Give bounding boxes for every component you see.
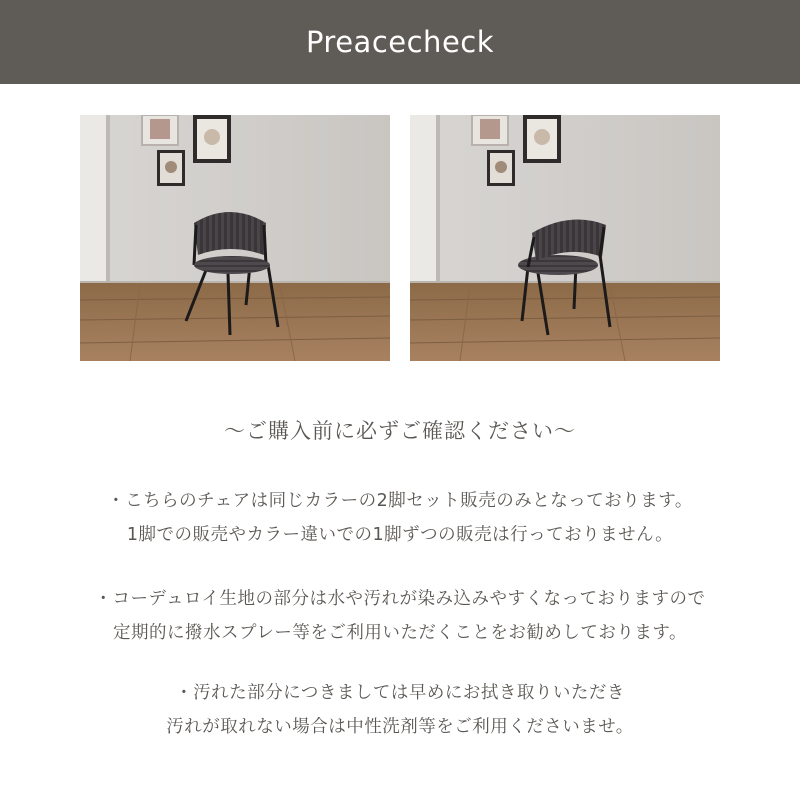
notice-line: 汚れが取れない場合は中性洗剤等をご利用くださいませ。 bbox=[166, 717, 634, 737]
chair-back-view-photo bbox=[410, 115, 720, 361]
notice-line: ・汚れた部分につきましては早めにお拭き取りいただき bbox=[175, 683, 625, 703]
notice-line: 1脚での販売やカラー違いでの1脚ずつの販売は行っておりません。 bbox=[126, 525, 674, 545]
page-title: Preacecheck bbox=[305, 25, 495, 59]
chair-front-view-photo bbox=[80, 115, 390, 361]
page-header bbox=[0, 0, 800, 84]
notice-item-corduroy-care bbox=[0, 582, 800, 650]
notice-heading: 〜ご購入前に必ずご確認ください〜 bbox=[224, 419, 576, 443]
notice-line: ・コーデュロイ生地の部分は水や汚れが染み込みやすくなっておりますので bbox=[94, 589, 706, 609]
notice-line: 定期的に撥水スプレー等をご利用いただくことをお勧めしております。 bbox=[113, 623, 687, 643]
notice-item-stain-removal bbox=[0, 676, 800, 744]
notice-item-set-sale bbox=[0, 484, 800, 552]
notice-line: ・こちらのチェアは同じカラーの2脚セット販売のみとなっております。 bbox=[107, 491, 693, 511]
